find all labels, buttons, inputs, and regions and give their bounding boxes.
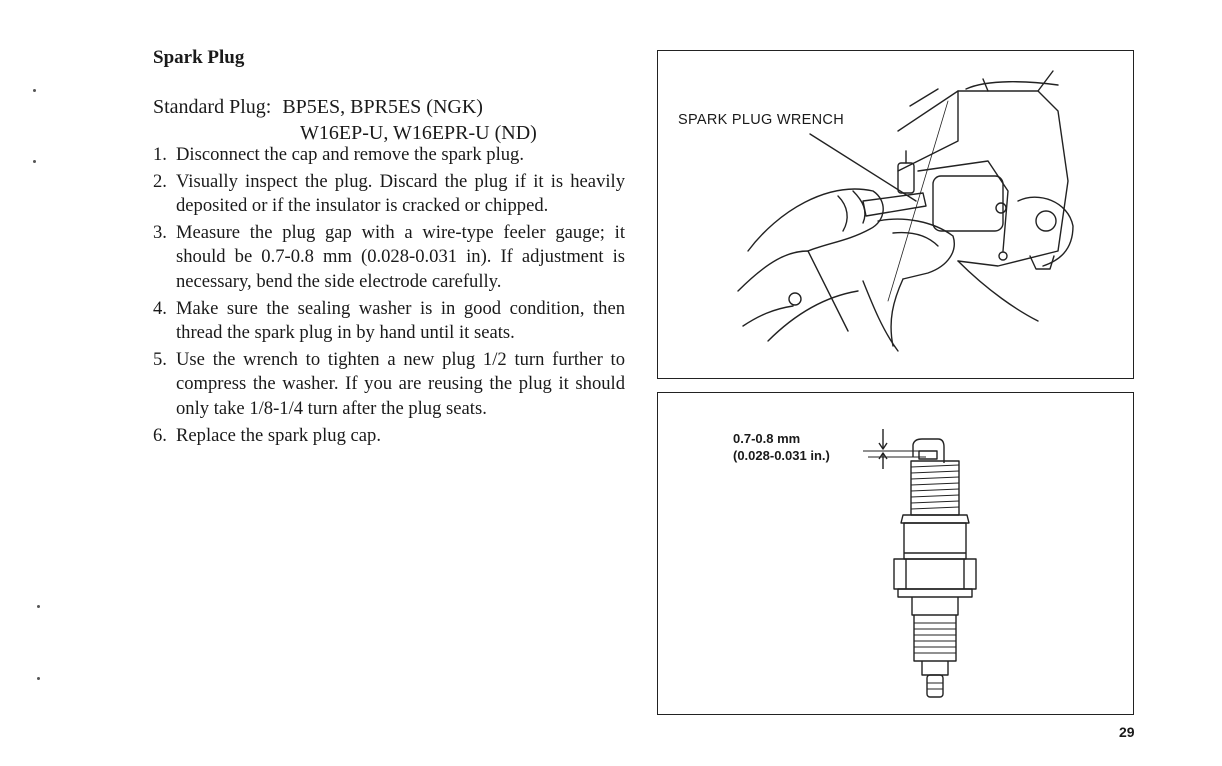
step-number: 4.: [153, 297, 167, 319]
step-text: Replace the spark plug cap.: [176, 424, 381, 446]
step-number: 1.: [153, 144, 167, 165]
page-number: 29: [1119, 724, 1135, 740]
step-number: 3.: [153, 221, 167, 243]
procedure-steps: [153, 143, 625, 450]
step-item: [153, 424, 625, 449]
step-number: 6.: [153, 424, 167, 446]
scan-speck: [33, 89, 36, 92]
standard-plug-ngk: BP5ES, BPR5ES (NGK): [282, 96, 483, 118]
scan-speck: [37, 605, 40, 608]
step-number: 5.: [153, 348, 167, 370]
plug-gap-figure: [657, 392, 1134, 715]
scan-speck: [37, 677, 40, 680]
spark-plug-diagram: [658, 393, 1132, 713]
step-text: Disconnect the cap and remove the spark plug.: [176, 144, 524, 165]
step-item: [153, 348, 625, 422]
step-text: Measure the plug gap with a wire-type feeler gauge; it should be 0.7-0.8 mm (0.028-0.031 in). If adjustment is necessary, bend the side electrode carefully.: [176, 221, 625, 292]
gap-imperial: (0.028-0.031 in.): [733, 448, 830, 463]
standard-plug-nd: W16EP-U, W16EPR-U (ND): [300, 122, 537, 144]
standard-plug-row-1: [153, 94, 537, 120]
step-item: [153, 221, 625, 295]
step-item: [153, 170, 625, 219]
scan-speck: [33, 160, 36, 163]
wrench-callout-label: SPARK PLUG WRENCH: [678, 112, 844, 128]
step-number: 2.: [153, 170, 167, 192]
step-text: Make sure the sealing washer is in good condition, then thread the spark plug in by hand until it seats.: [176, 297, 625, 344]
standard-plug-spec: [153, 94, 537, 146]
step-text: Use the wrench to tighten a new plug 1/2 turn further to compress the washer. If you are reusing the plug it should only take 1/8-1/4 turn after the plug seats.: [176, 348, 625, 419]
section-heading: Spark Plug: [153, 47, 245, 68]
gap-metric: 0.7-0.8 mm: [733, 431, 801, 446]
wrench-illustration: [658, 51, 1132, 377]
step-text: Visually inspect the plug. Discard the plug if it is heavily deposited or if the insulator is cracked or chipped.: [176, 170, 625, 217]
gap-measurement-label: [733, 430, 830, 464]
step-item: [153, 297, 625, 346]
standard-plug-label: Standard Plug:: [153, 96, 272, 118]
wrench-illustration-figure: [657, 50, 1134, 379]
step-item: [153, 143, 625, 168]
